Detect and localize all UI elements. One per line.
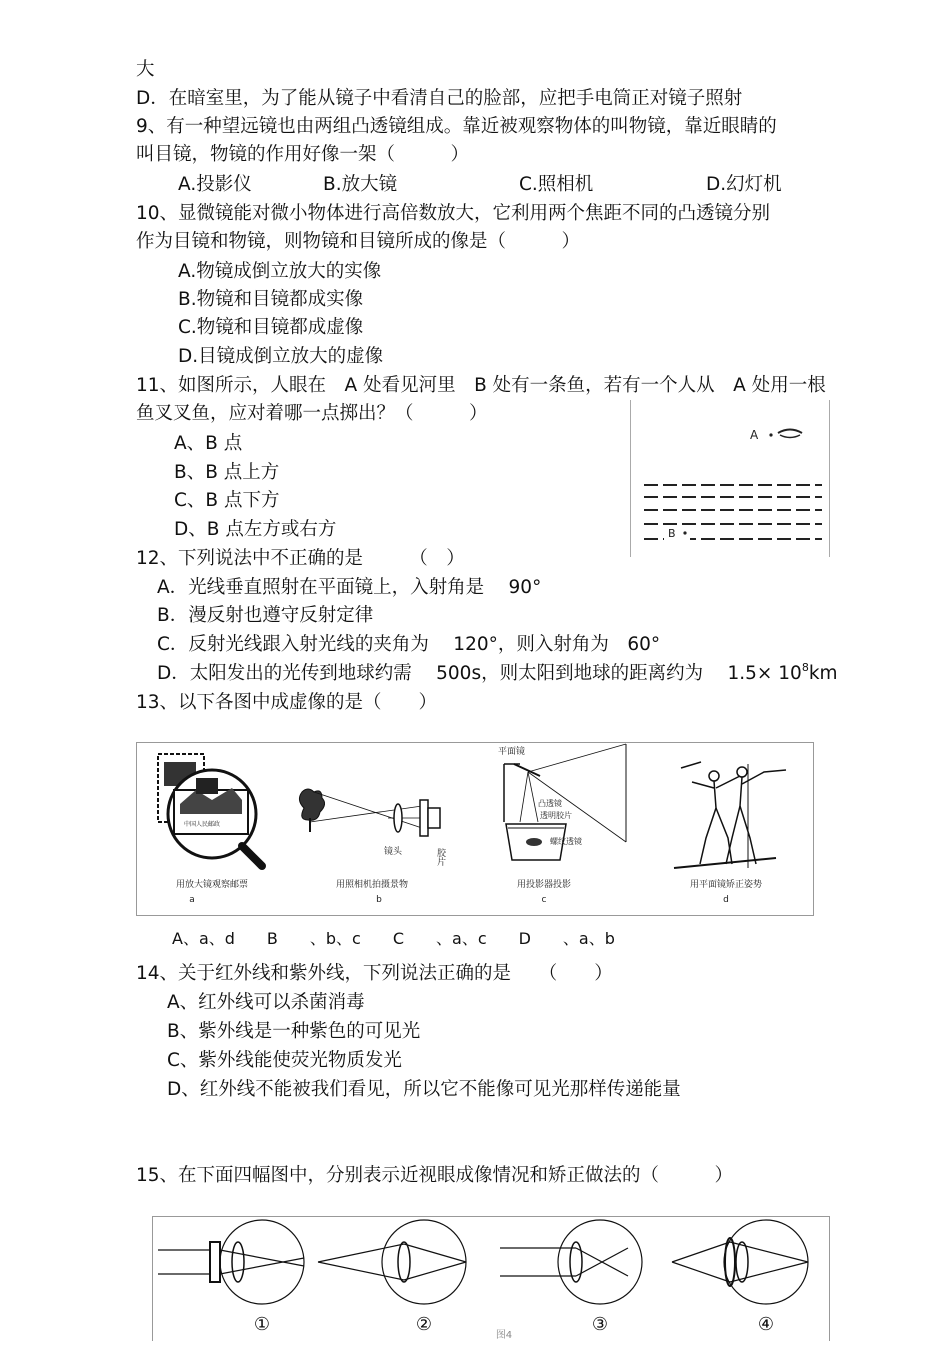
q14-option-c: C、紫外线能使荧光物质发光 [167, 1050, 402, 1071]
eye-icon [778, 430, 802, 438]
q10-stem-cont: 作为目镜和物镜，则物镜和目镜所成的像是（ ） [136, 231, 581, 252]
label-mirror: 平面镜 [498, 747, 526, 757]
number-1: ① [253, 1314, 271, 1335]
text-line: 大 [136, 59, 155, 80]
q12-option-b: B．漫反射也遵守反射定律 [157, 605, 374, 626]
q12-option-d-text: D．太阳发出的光传到地球约需 500s，则太阳到地球的距离约为 1.5× 10 [157, 663, 802, 684]
q14-option-a: A、红外线可以杀菌消毒 [167, 992, 365, 1013]
exponent: 8 [801, 661, 809, 674]
q13-figure [136, 742, 814, 916]
camera-drawing [299, 789, 445, 905]
eye-diagram-3 [500, 1220, 642, 1304]
q15-figure-svg [152, 1216, 830, 1341]
q11-option-b: B、B 点上方 [174, 462, 280, 483]
q11-option-c: C、B 点下方 [174, 490, 280, 511]
q12-option-c: C．反射光线跟入射光线的夹角为 120°，则入射角为 60° [157, 634, 661, 655]
q14-option-d: D、红外线不能被我们看见，所以它不能像可见光那样传递能量 [167, 1079, 681, 1100]
point-b [683, 531, 686, 534]
q12-option-a: A．光线垂直照射在平面镜上，入射角是 90° [157, 577, 542, 598]
q12-option-d [157, 661, 838, 687]
number-3: ③ [591, 1314, 609, 1335]
q15-stem: 15、在下面四幅图中，分别表示近视眼成像情况和矫正做法的（ ） [136, 1165, 734, 1186]
point-a [769, 433, 772, 436]
magnifier-stamp-drawing [158, 754, 262, 905]
number-4: ④ [757, 1314, 775, 1335]
q13-stem: 13、以下各图中成虚像的是（ ） [136, 692, 438, 713]
figure-caption: 图4 [495, 1330, 513, 1341]
q13-figure-svg [136, 742, 814, 916]
dancers-mirror-drawing [674, 762, 786, 868]
stamp-text: 中国人民邮政 [184, 821, 221, 828]
letter-b: b [376, 895, 382, 905]
eye-diagram-4 [672, 1220, 808, 1304]
q11-stem: 11、如图所示，人眼在 A 处看见河里 B 处有一条鱼，若有一个人从 A 处用一根 [136, 375, 826, 396]
label-lens: 镜头 [384, 847, 403, 857]
q9-option-a: A.投影仪 [178, 174, 252, 195]
caption-c: 用投影器投影 [516, 880, 572, 890]
q8-option-d: D．在暗室里，为了能从镜子中看清自己的脸部，应把手电筒正对镜子照射 [136, 88, 743, 109]
eye-diagram-1 [158, 1220, 304, 1304]
q10-stem: 10、显微镜能对微小物体进行高倍数放大，它利用两个焦距不同的凸透镜分别 [136, 203, 771, 224]
letter-d: d [723, 895, 729, 905]
projector-drawing [498, 744, 626, 905]
letter-c: c [541, 895, 547, 905]
label-b: B [668, 527, 676, 540]
number-2: ② [415, 1314, 433, 1335]
q11-figure [630, 400, 830, 557]
label-slide: 透明胶片 [540, 811, 572, 820]
q15-figure [152, 1216, 830, 1341]
label-a: A [750, 428, 759, 442]
q14-option-b: B、紫外线是一种紫色的可见光 [167, 1021, 421, 1042]
q9-stem-cont: 叫目镜，物镜的作用好像一架（ ） [136, 144, 470, 165]
q11-figure-svg [630, 400, 830, 557]
label-convex-lens: 凸透镜 [538, 799, 562, 808]
q13-options: A、a、d B 、b、c C 、a、c D 、a、b [172, 929, 615, 948]
label-fresnel: 螺纹透镜 [550, 837, 582, 846]
label-film: 胶片 [435, 848, 445, 866]
q10-option-b: B.物镜和目镜都成实像 [178, 289, 364, 310]
caption-a: 用放大镜观察邮票 [175, 880, 249, 890]
q9-stem: 9、有一种望远镜也由两组凸透镜组成。靠近被观察物体的叫物镜，靠近眼睛的 [136, 116, 777, 137]
q9-option-b: B.放大镜 [323, 174, 398, 195]
q9-option-c: C.照相机 [519, 174, 594, 195]
unit: km [808, 663, 838, 684]
eye-diagram-2 [318, 1220, 466, 1304]
q11-option-d: D、B 点左方或右方 [174, 519, 337, 540]
q14-stem: 14、关于红外线和紫外线，下列说法正确的是 （ ） [136, 963, 613, 984]
q10-option-c: C.物镜和目镜都成虚像 [178, 317, 364, 338]
letter-a: a [189, 895, 195, 905]
caption-b: 用照相机拍摄景物 [335, 880, 409, 890]
q10-option-d: D.目镜成倒立放大的虚像 [178, 346, 384, 367]
q12-stem: 12、下列说法中不正确的是 （ ） [136, 548, 465, 569]
q11-option-a: A、B 点 [174, 433, 243, 454]
q9-option-d: D.幻灯机 [706, 174, 782, 195]
q11-stem-cont: 鱼叉叉鱼，应对着哪一点掷出？（ ） [136, 403, 488, 424]
q10-option-a: A.物镜成倒立放大的实像 [178, 261, 382, 282]
caption-d: 用平面镜矫正姿势 [689, 880, 763, 890]
